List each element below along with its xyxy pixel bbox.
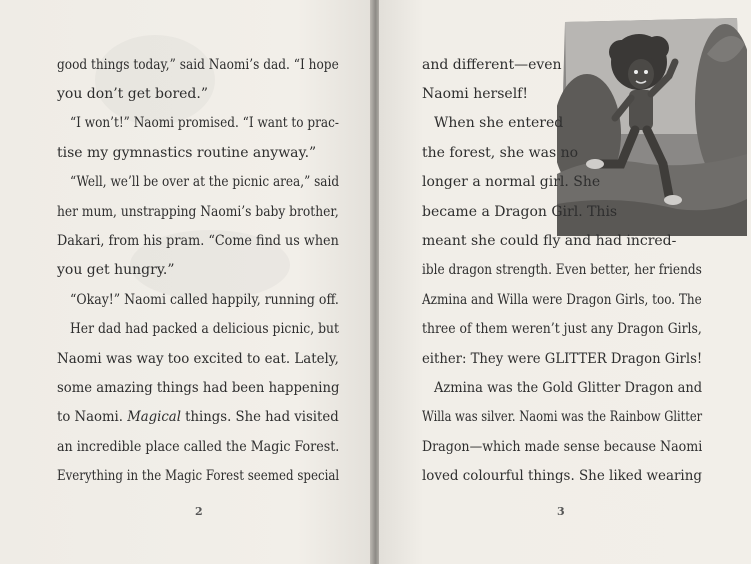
text-line: Dragon—which made sense because Naomi	[422, 439, 703, 455]
text-line: “I won’t!” Naomi promised. “I want to prac-	[70, 115, 339, 131]
text-line: Azmina was the Gold Glitter Dragon and	[434, 380, 703, 396]
text-line: good things today,” said Naomi’s dad. “I hope	[57, 57, 339, 73]
page-number: 2	[195, 505, 203, 518]
text-line: some amazing things had been happening	[57, 380, 340, 396]
text-line: loved colourful things. She liked wearing	[422, 468, 702, 484]
text-line: Azmina and Willa were Dragon Girls, too. The	[422, 292, 702, 308]
text-line: and different—even	[422, 57, 562, 73]
text-line: an incredible place called the Magic Forest.	[57, 439, 340, 455]
right-page	[379, 0, 751, 564]
text-line: Dakari, from his pram. “Come find us when	[57, 233, 339, 249]
text-line: Willa was silver. Naomi was the Rainbow Glitter	[422, 409, 703, 425]
text-line	[57, 409, 339, 425]
text-line: Naomi was way too excited to eat. Lately,	[57, 351, 339, 367]
page-number: 3	[557, 505, 565, 518]
text-line: the forest, she was no	[422, 145, 579, 161]
text-line: “Well, we’ll be over at the picnic area,” said	[70, 174, 340, 190]
text-line: Her dad had packed a delicious picnic, but	[70, 321, 339, 337]
text-line: longer a normal girl. She	[422, 174, 601, 190]
text-line: three of them weren’t just any Dragon Girls,	[422, 321, 702, 337]
left-page	[0, 0, 372, 564]
text-span: things. She had visited	[180, 409, 339, 425]
text-line: Naomi herself!	[422, 86, 528, 102]
text-line: you get hungry.”	[57, 262, 175, 278]
text-line: you don’t get bored.”	[57, 86, 208, 102]
text-line: her mum, unstrapping Naomi’s baby brother,	[57, 204, 339, 220]
text-line: either: They were GLITTER Dragon Girls!	[422, 351, 703, 367]
text-line: meant she could fly and had incred-	[422, 233, 677, 249]
show-through-shape	[95, 35, 215, 125]
text-line: ible dragon strength. Even better, her friends	[422, 262, 702, 278]
text-line: “Okay!” Naomi called happily, running off.	[70, 292, 339, 308]
naomi-running-in-forest-illustration	[557, 14, 747, 236]
text-line: When she entered	[434, 115, 564, 131]
text-line: tise my gymnastics routine anyway.”	[57, 145, 317, 161]
text-line: Everything in the Magic Forest seemed special	[57, 468, 340, 484]
text-line: became a Dragon Girl. This	[422, 204, 618, 220]
text-span: to Naomi.	[57, 409, 128, 425]
emphasis-text: Magical	[127, 409, 181, 425]
